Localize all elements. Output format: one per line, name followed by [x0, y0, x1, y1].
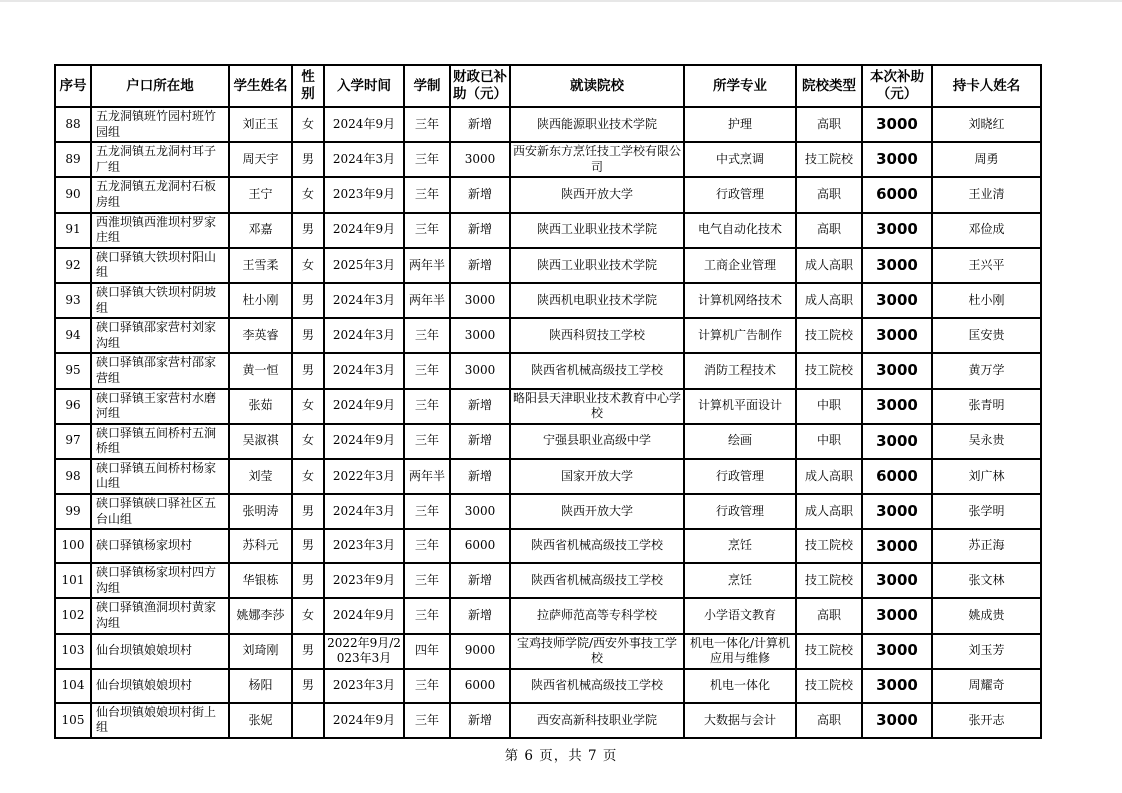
table-cell: 93 [55, 283, 91, 318]
table-cell: 2023年9月 [324, 563, 404, 598]
table-cell: 新增 [450, 424, 510, 459]
table-cell: 技工院校 [796, 142, 862, 177]
table-cell: 男 [292, 283, 324, 318]
table-cell: 2023年9月 [324, 177, 404, 212]
table-cell: 女 [292, 424, 324, 459]
table-cell: 6000 [862, 177, 932, 212]
table-cell: 陕西机电职业技术学院 [510, 283, 684, 318]
table-cell: 周耀奇 [932, 669, 1041, 703]
table-cell: 两年半 [404, 459, 450, 494]
table-cell: 陕西能源职业技术学院 [510, 107, 684, 142]
table-cell: 3000 [862, 353, 932, 388]
table-cell: 新增 [450, 598, 510, 633]
table-cell: 2024年9月 [324, 213, 404, 248]
table-cell: 女 [292, 107, 324, 142]
table-cell: 硖口驿镇五间桥村五涧桥组 [91, 424, 229, 459]
table-cell: 2022年3月 [324, 459, 404, 494]
table-cell: 新增 [450, 107, 510, 142]
table-cell: 王雪柔 [229, 248, 292, 283]
table-cell: 消防工程技术 [684, 353, 796, 388]
table-cell: 三年 [404, 669, 450, 703]
table-cell: 97 [55, 424, 91, 459]
table-cell: 西安高新科技职业学院 [510, 703, 684, 738]
table-cell: 3000 [450, 142, 510, 177]
table-cell: 杨阳 [229, 669, 292, 703]
table-cell: 2024年3月 [324, 494, 404, 529]
page-number-footer: 第 6 页，共 7 页 [504, 748, 618, 764]
table-cell: 高职 [796, 213, 862, 248]
table-cell: 男 [292, 213, 324, 248]
table-cell: 2024年3月 [324, 142, 404, 177]
table-cell: 技工院校 [796, 634, 862, 669]
table-cell: 宁强县职业高级中学 [510, 424, 684, 459]
table-cell: 行政管理 [684, 459, 796, 494]
table-cell: 绘画 [684, 424, 796, 459]
table-cell [292, 703, 324, 738]
table-cell: 男 [292, 142, 324, 177]
table-cell: 刘玉芳 [932, 634, 1041, 669]
table-cell: 3000 [862, 598, 932, 633]
table-cell: 硖口驿镇杨家坝村 [91, 529, 229, 563]
table-cell: 三年 [404, 389, 450, 424]
table-cell: 张明涛 [229, 494, 292, 529]
table-cell: 3000 [862, 389, 932, 424]
table-cell: 2024年9月 [324, 389, 404, 424]
table-cell: 杜小刚 [229, 283, 292, 318]
table-cell: 88 [55, 107, 91, 142]
table-cell: 95 [55, 353, 91, 388]
table-cell: 成人高职 [796, 248, 862, 283]
table-cell: 女 [292, 177, 324, 212]
table-cell: 102 [55, 598, 91, 633]
column-header: 持卡人姓名 [932, 65, 1041, 107]
table-cell: 9000 [450, 634, 510, 669]
table-cell: 3000 [450, 318, 510, 353]
table-cell: 2024年9月 [324, 107, 404, 142]
table-cell: 新增 [450, 248, 510, 283]
table-cell: 98 [55, 459, 91, 494]
table-cell: 三年 [404, 142, 450, 177]
column-header: 院校类型 [796, 65, 862, 107]
table-cell: 西淮坝镇西淮坝村罗家庄组 [91, 213, 229, 248]
table-cell: 五龙洞镇五龙洞村耳子厂组 [91, 142, 229, 177]
table-cell: 硖口驿镇五间桥村杨家山组 [91, 459, 229, 494]
table-cell: 中职 [796, 389, 862, 424]
column-header: 学制 [404, 65, 450, 107]
table-cell: 2024年9月 [324, 424, 404, 459]
table-cell: 烹饪 [684, 529, 796, 563]
table-cell: 吴淑祺 [229, 424, 292, 459]
table-cell: 略阳县天津职业技术教育中心学校 [510, 389, 684, 424]
window-top-edge [0, 0, 1122, 2]
table-cell: 92 [55, 248, 91, 283]
column-header: 序号 [55, 65, 91, 107]
table-cell: 黄一恒 [229, 353, 292, 388]
table-row [55, 389, 1041, 424]
table-cell: 96 [55, 389, 91, 424]
table-cell: 高职 [796, 598, 862, 633]
table-cell: 硖口驿镇硖口驿社区五台山组 [91, 494, 229, 529]
table-cell: 3000 [862, 634, 932, 669]
table-cell: 五龙洞镇班竹园村班竹园组 [91, 107, 229, 142]
table-cell: 男 [292, 318, 324, 353]
table-cell: 陕西工业职业技术学院 [510, 248, 684, 283]
column-header: 本次补助（元） [862, 65, 932, 107]
table-row [55, 424, 1041, 459]
table-cell: 计算机广告制作 [684, 318, 796, 353]
table-row [55, 703, 1041, 738]
table-cell: 3000 [862, 703, 932, 738]
table-cell: 硖口驿镇大铁坝村阴坡组 [91, 283, 229, 318]
table-cell: 新增 [450, 703, 510, 738]
table-cell: 女 [292, 459, 324, 494]
table-cell: 五龙洞镇五龙洞村石板房组 [91, 177, 229, 212]
table-cell: 技工院校 [796, 529, 862, 563]
table-cell: 2024年3月 [324, 283, 404, 318]
table-cell: 华银栋 [229, 563, 292, 598]
column-header: 性别 [292, 65, 324, 107]
table-cell: 3000 [450, 353, 510, 388]
column-header: 户口所在地 [91, 65, 229, 107]
table-cell: 3000 [862, 529, 932, 563]
table-cell: 刘莹 [229, 459, 292, 494]
table-cell: 国家开放大学 [510, 459, 684, 494]
table-cell: 90 [55, 177, 91, 212]
table-row [55, 248, 1041, 283]
table-cell: 三年 [404, 494, 450, 529]
table-cell: 两年半 [404, 283, 450, 318]
table-cell: 西安新东方烹饪技工学校有限公司 [510, 142, 684, 177]
table-cell: 男 [292, 634, 324, 669]
table-cell: 2024年9月 [324, 598, 404, 633]
table-cell: 3000 [862, 248, 932, 283]
table-cell: 105 [55, 703, 91, 738]
table-cell: 机电一体化 [684, 669, 796, 703]
table-cell: 张文林 [932, 563, 1041, 598]
table-cell: 女 [292, 248, 324, 283]
column-header: 就读院校 [510, 65, 684, 107]
table-cell: 3000 [862, 494, 932, 529]
table-row [55, 177, 1041, 212]
table-cell: 王宁 [229, 177, 292, 212]
table-row [55, 529, 1041, 563]
table-cell: 3000 [862, 213, 932, 248]
table-cell: 陕西开放大学 [510, 177, 684, 212]
table-cell: 2024年3月 [324, 318, 404, 353]
table-cell: 101 [55, 563, 91, 598]
table-cell: 成人高职 [796, 494, 862, 529]
table-cell: 三年 [404, 424, 450, 459]
table-cell: 四年 [404, 634, 450, 669]
table-cell: 机电一体化/计算机应用与维修 [684, 634, 796, 669]
table-cell: 计算机网络技术 [684, 283, 796, 318]
table-cell: 仙台坝镇娘娘坝村 [91, 634, 229, 669]
table-cell: 男 [292, 353, 324, 388]
table-cell: 三年 [404, 353, 450, 388]
table-cell: 男 [292, 563, 324, 598]
table-cell: 陕西科贸技工学校 [510, 318, 684, 353]
table-cell: 硖口驿镇杨家坝村四方沟组 [91, 563, 229, 598]
table-cell: 张妮 [229, 703, 292, 738]
table-cell: 三年 [404, 213, 450, 248]
table-cell: 宝鸡技师学院/西安外事技工学校 [510, 634, 684, 669]
table-cell: 新增 [450, 213, 510, 248]
table-cell: 91 [55, 213, 91, 248]
table-cell: 2023年3月 [324, 529, 404, 563]
table-cell: 仙台坝镇娘娘坝村 [91, 669, 229, 703]
table-row [55, 494, 1041, 529]
table-cell: 刘正玉 [229, 107, 292, 142]
table-cell: 三年 [404, 318, 450, 353]
column-header: 财政已补助（元） [450, 65, 510, 107]
table-cell: 新增 [450, 459, 510, 494]
table-cell: 拉萨师范高等专科学校 [510, 598, 684, 633]
table-cell: 89 [55, 142, 91, 177]
table-cell: 计算机平面设计 [684, 389, 796, 424]
table-cell: 陕西省机械高级技工学校 [510, 529, 684, 563]
table-cell: 苏正海 [932, 529, 1041, 563]
table-row [55, 353, 1041, 388]
table-cell: 硖口驿镇王家营村水磨河组 [91, 389, 229, 424]
table-cell: 硖口驿镇邵家营村邵家营组 [91, 353, 229, 388]
table-cell: 技工院校 [796, 669, 862, 703]
table-cell: 张开志 [932, 703, 1041, 738]
table-cell: 100 [55, 529, 91, 563]
table-cell: 女 [292, 389, 324, 424]
table-cell: 99 [55, 494, 91, 529]
subsidy-table [54, 64, 1042, 739]
table-cell: 6000 [450, 669, 510, 703]
table-row [55, 107, 1041, 142]
table-cell: 电气自动化技术 [684, 213, 796, 248]
table-cell: 高职 [796, 703, 862, 738]
table-cell: 仙台坝镇娘娘坝村街上组 [91, 703, 229, 738]
column-header: 所学专业 [684, 65, 796, 107]
table-cell: 男 [292, 529, 324, 563]
table-cell: 新增 [450, 389, 510, 424]
table-cell: 成人高职 [796, 459, 862, 494]
table-cell: 陕西省机械高级技工学校 [510, 669, 684, 703]
table-cell: 3000 [450, 283, 510, 318]
table-cell: 苏科元 [229, 529, 292, 563]
table-cell: 3000 [862, 669, 932, 703]
table-cell: 2023年3月 [324, 669, 404, 703]
table-cell: 3000 [450, 494, 510, 529]
table-cell: 3000 [862, 283, 932, 318]
table-cell: 技工院校 [796, 353, 862, 388]
table-row [55, 563, 1041, 598]
table-row [55, 283, 1041, 318]
table-cell: 陕西省机械高级技工学校 [510, 353, 684, 388]
table-cell: 工商企业管理 [684, 248, 796, 283]
table-cell: 王兴平 [932, 248, 1041, 283]
table-cell: 周勇 [932, 142, 1041, 177]
table-cell: 行政管理 [684, 494, 796, 529]
table-cell: 大数据与会计 [684, 703, 796, 738]
table-cell: 2022年9月/2023年3月 [324, 634, 404, 669]
table-cell: 行政管理 [684, 177, 796, 212]
table-cell: 技工院校 [796, 318, 862, 353]
table-header-row [55, 65, 1041, 107]
table-cell: 三年 [404, 598, 450, 633]
table-cell: 陕西工业职业技术学院 [510, 213, 684, 248]
table-cell: 邓嘉 [229, 213, 292, 248]
table-cell: 104 [55, 669, 91, 703]
table-cell: 94 [55, 318, 91, 353]
table-cell: 3000 [862, 318, 932, 353]
table-cell: 周天宇 [229, 142, 292, 177]
table-cell: 2025年3月 [324, 248, 404, 283]
column-header: 入学时间 [324, 65, 404, 107]
table-cell: 103 [55, 634, 91, 669]
table-cell: 张茹 [229, 389, 292, 424]
table-cell: 姚成贵 [932, 598, 1041, 633]
table-cell: 男 [292, 494, 324, 529]
table-cell: 3000 [862, 424, 932, 459]
table-cell: 吴永贵 [932, 424, 1041, 459]
table-cell: 刘晓红 [932, 107, 1041, 142]
table-cell: 杜小刚 [932, 283, 1041, 318]
table-row [55, 142, 1041, 177]
table-cell: 3000 [862, 142, 932, 177]
table-cell: 张学明 [932, 494, 1041, 529]
table-cell: 2024年3月 [324, 353, 404, 388]
table-cell: 两年半 [404, 248, 450, 283]
table-cell: 陕西省机械高级技工学校 [510, 563, 684, 598]
table-cell: 6000 [862, 459, 932, 494]
table-cell: 成人高职 [796, 283, 862, 318]
table-cell: 李英睿 [229, 318, 292, 353]
table-row [55, 459, 1041, 494]
table-cell: 邓俭成 [932, 213, 1041, 248]
table-cell: 烹饪 [684, 563, 796, 598]
table-cell: 黄万学 [932, 353, 1041, 388]
table-cell: 3000 [862, 107, 932, 142]
table-cell: 三年 [404, 703, 450, 738]
table-cell: 中职 [796, 424, 862, 459]
table-cell: 男 [292, 669, 324, 703]
table-cell: 护理 [684, 107, 796, 142]
table-cell: 姚娜李莎 [229, 598, 292, 633]
column-header: 学生姓名 [229, 65, 292, 107]
table-row [55, 669, 1041, 703]
table-row [55, 634, 1041, 669]
table-cell: 刘琦刚 [229, 634, 292, 669]
document-page [54, 64, 1042, 739]
table-cell: 三年 [404, 529, 450, 563]
table-cell: 陕西开放大学 [510, 494, 684, 529]
table-row [55, 213, 1041, 248]
table-cell: 3000 [862, 563, 932, 598]
table-cell: 三年 [404, 563, 450, 598]
table-cell: 6000 [450, 529, 510, 563]
table-cell: 高职 [796, 107, 862, 142]
table-cell: 张青明 [932, 389, 1041, 424]
table-cell: 新增 [450, 177, 510, 212]
table-cell: 技工院校 [796, 563, 862, 598]
table-cell: 小学语文教育 [684, 598, 796, 633]
table-body [55, 107, 1041, 738]
table-cell: 新增 [450, 563, 510, 598]
table-cell: 三年 [404, 107, 450, 142]
table-cell: 匡安贵 [932, 318, 1041, 353]
table-cell: 王业清 [932, 177, 1041, 212]
table-cell: 硖口驿镇大铁坝村阳山组 [91, 248, 229, 283]
table-cell: 三年 [404, 177, 450, 212]
table-cell: 硖口驿镇邵家营村刘家沟组 [91, 318, 229, 353]
table-row [55, 318, 1041, 353]
table-cell: 中式烹调 [684, 142, 796, 177]
table-row [55, 598, 1041, 633]
table-cell: 高职 [796, 177, 862, 212]
table-cell: 2024年9月 [324, 703, 404, 738]
table-cell: 刘广林 [932, 459, 1041, 494]
table-cell: 女 [292, 598, 324, 633]
table-cell: 硖口驿镇渔洞坝村黄家沟组 [91, 598, 229, 633]
